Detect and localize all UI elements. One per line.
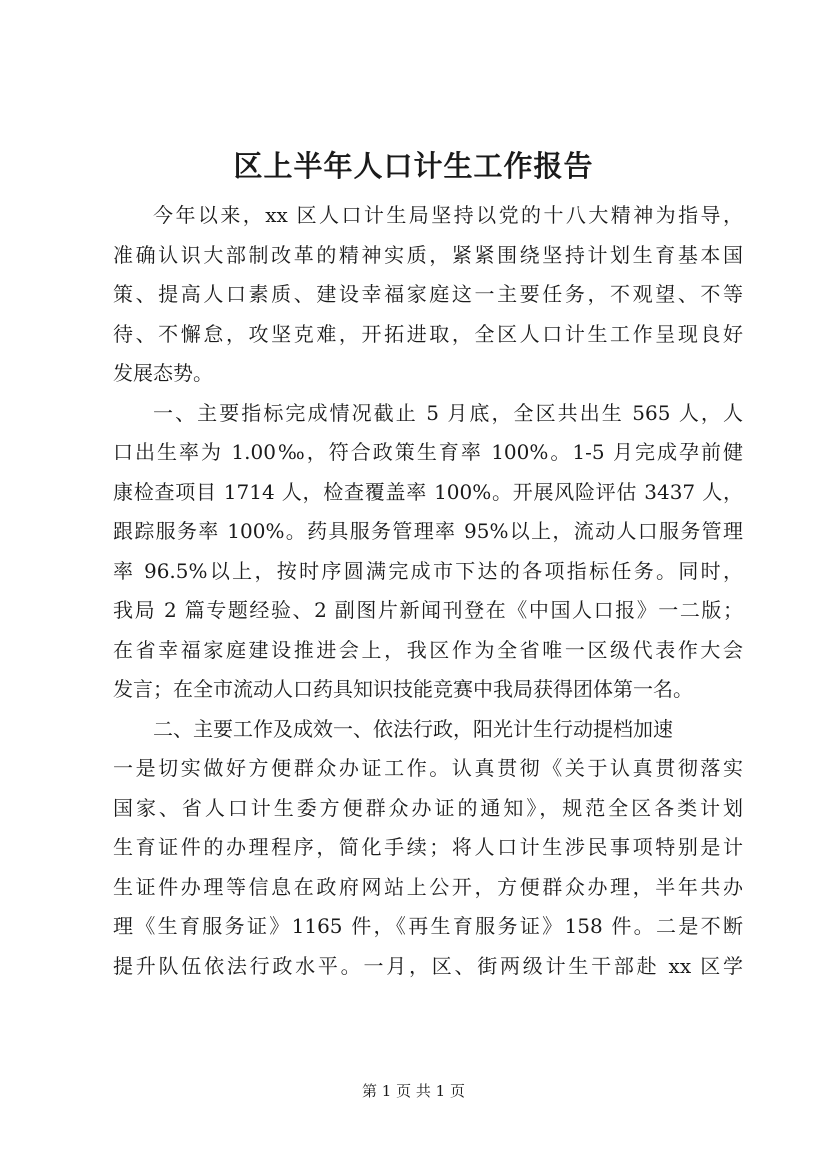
paragraph-1-line-4: 待、不懈怠，攻坚克难，开拓进取，全区人口计生工作呈现良好 [113, 321, 743, 346]
paragraph-2-line-2: 口出生率为 1.00‰，符合政策生育率 100%。1-5 月完成孕前健 [113, 440, 743, 464]
paragraph-2-line-6: 我局 2 篇专题经验、2 副图片新闻刊登在《中国人口报》一二版； [113, 598, 743, 622]
paragraph-1-line-2: 准确认识大部制改革的精神实质，紧紧围绕坚持计划生育基本国 [113, 242, 743, 267]
paragraph-1-line-1: 今年以来，xx 区人口计生局坚持以党的十八大精神为指导， [153, 203, 743, 227]
paragraph-3-line-6: 理《生育服务证》1165 件，《再生育服务证》158 件。二是不断 [113, 914, 743, 938]
document-title: 区上半年人口计生工作报告 [233, 149, 594, 183]
paragraph-2-line-8: 发言；在全市流动人口药具知识技能竞赛中我局获得团体第一名。 [113, 677, 693, 701]
paragraph-3-line-1: 二、主要工作及成效一、依法行政，阳光计生行动提档加速 [153, 716, 673, 741]
paragraph-1-line-5: 发展态势。 [113, 361, 213, 385]
paragraph-3-line-2: 一是切实做好方便群众办证工作。认真贯彻《关于认真贯彻落实 [113, 756, 743, 780]
paragraph-2-line-4: 跟踪服务率 100%。药具服务管理率 95%以上，流动人口服务管理 [113, 519, 743, 543]
paragraph-1-line-3: 策、提高人口素质、建设幸福家庭这一主要任务，不观望、不等 [113, 282, 743, 306]
paragraph-3-line-5: 生证件办理等信息在政府网站上公开，方便群众办理，半年共办 [113, 874, 743, 899]
paragraph-3-line-7: 提升队伍依法行政水平。一月，区、街两级计生干部赴 xx 区学 [113, 953, 743, 978]
paragraph-2-line-7: 在省幸福家庭建设推进会上，我区作为全省唯一区级代表作大会 [113, 637, 743, 662]
document-body [113, 196, 743, 986]
paragraph-3-line-4: 生育证件的办理程序，简化手续；将人口计生涉民事项特别是计 [113, 835, 743, 859]
page-number-footer: 第 1 页 共 1 页 [362, 1082, 465, 1100]
paragraph-2-line-3: 康检查项目 1714 人，检查覆盖率 100%。开展风险评估 3437 人， [113, 479, 743, 504]
paragraph-2-line-1: 一、主要指标完成情况截止 5 月底，全区共出生 565 人，人 [153, 400, 743, 425]
paragraph-3-line-3: 国家、省人口计生委方便群众办证的通知》，规范全区各类计划 [113, 795, 743, 820]
paragraph-2-line-5: 率 96.5%以上，按时序圆满完成市下达的各项指标任务。同时， [113, 558, 743, 583]
